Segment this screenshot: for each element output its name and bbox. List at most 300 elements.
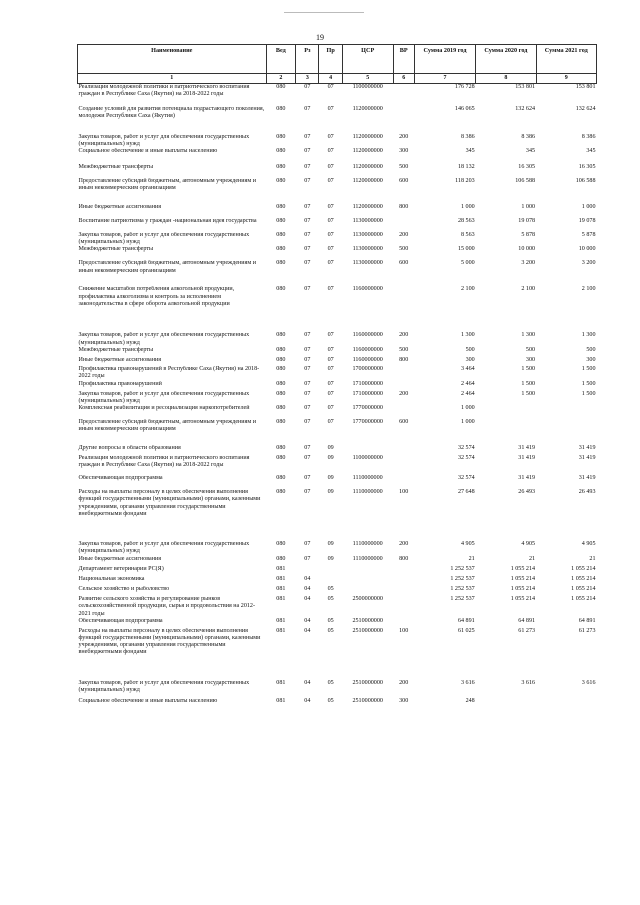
- row-pr: 09: [327, 455, 334, 462]
- row-sum-2021: 1 055 214: [571, 586, 596, 593]
- row-sum-2019: 32 574: [457, 475, 475, 482]
- row-sum-2020: 106 588: [515, 177, 536, 184]
- col-number: 9: [536, 74, 596, 84]
- row-rz: 07: [304, 105, 311, 112]
- col-header-pr: Пр: [319, 45, 342, 74]
- col-header-sum-2019: Сумма 2019 год: [414, 45, 475, 74]
- row-vr: 100: [399, 489, 409, 496]
- row-pr: 07: [327, 231, 334, 238]
- row-vr: [393, 445, 414, 455]
- row-rz: 07: [304, 445, 311, 452]
- table-row: [78, 455, 597, 475]
- row-csr: 1100000000: [352, 84, 383, 90]
- row-vr: 200: [399, 332, 409, 339]
- row-name: Воспитание патриотизма у граждан -национальная идея государства: [78, 217, 257, 224]
- row-name: Закупка товаров, работ и услуг для обеспечения государственных (муниципальных) нужд: [78, 541, 250, 555]
- row-rz: 07: [304, 556, 311, 563]
- row-sum-2019: 1 252 537: [450, 596, 475, 603]
- row-sum-2020: 153 801: [515, 84, 536, 90]
- row-vr: 600: [399, 419, 409, 426]
- row-pr: 07: [327, 356, 334, 363]
- table-row: [78, 204, 597, 218]
- row-sum-2019: 64 891: [457, 617, 475, 624]
- row-name: Обеспечивающая подпрограмма: [78, 617, 163, 624]
- row-sum-2021: 16 305: [578, 163, 596, 170]
- row-ved: 081: [276, 617, 286, 624]
- row-ved: 080: [276, 380, 286, 387]
- row-sum-2020: 10 000: [518, 246, 536, 253]
- row-pr: 05: [327, 697, 334, 704]
- table-row: [78, 134, 597, 148]
- row-pr: [319, 566, 342, 576]
- row-sum-2021: 61 273: [578, 627, 596, 634]
- row-name: Закупка товаров, работ и услуг для обеспечения государственных (муниципальных) нужд: [78, 390, 250, 404]
- row-sum-2020: 31 419: [518, 445, 536, 452]
- col-number: 6: [393, 74, 414, 84]
- row-sum-2019: 21: [468, 556, 475, 563]
- row-name: Предоставление субсидий бюджетным, автономным учреждениям и иным некоммерческим организациям: [78, 419, 257, 433]
- row-ved: 080: [276, 177, 286, 184]
- row-sum-2019: 3 464: [460, 365, 475, 372]
- row-name: Развитие сельского хозяйства и регулирование рынков сельскохозяйственной продукции, сырья и продовольствия на 2012-2021 годы: [78, 596, 255, 617]
- row-csr: 1710000000: [352, 390, 383, 397]
- row-csr: 1130000000: [352, 260, 383, 267]
- row-sum-2020: 1 055 214: [510, 596, 536, 603]
- row-sum-2020: 3 616: [521, 679, 536, 686]
- row-ved: 080: [276, 390, 286, 397]
- row-sum-2021: 500: [586, 346, 596, 353]
- row-ved: 080: [276, 260, 286, 267]
- row-csr: 1110000000: [352, 556, 383, 563]
- row-sum-2021: 1 500: [581, 365, 596, 372]
- table-row: [78, 84, 597, 106]
- row-sum-2021: 10 000: [578, 246, 596, 253]
- row-pr: 07: [327, 346, 334, 353]
- row-sum-2020: [476, 698, 536, 710]
- row-name: Социальное обеспечение и иные выплаты населению: [78, 697, 218, 704]
- col-header-ved: Вед: [266, 45, 296, 74]
- col-header-rz: Рз: [296, 45, 319, 74]
- row-csr: 1120000000: [352, 177, 383, 184]
- row-sum-2021: 153 801: [575, 84, 596, 90]
- column-number-row: [78, 74, 597, 84]
- row-rz: 04: [304, 576, 311, 583]
- row-sum-2020: 31 419: [518, 475, 536, 482]
- row-csr: 1130000000: [352, 246, 383, 253]
- row-name: Закупка товаров, работ и услуг для обеспечения государственных (муниципальных) нужд: [78, 679, 250, 693]
- row-vr: [393, 366, 414, 381]
- table-row: [78, 445, 597, 455]
- row-sum-2021: 8 386: [581, 133, 596, 140]
- row-rz: 07: [304, 541, 311, 548]
- row-sum-2019: 1 300: [460, 332, 475, 339]
- row-sum-2021: [536, 698, 596, 710]
- table-row: [78, 286, 597, 332]
- row-pr: 07: [327, 163, 334, 170]
- row-pr: 07: [327, 217, 334, 224]
- row-sum-2021: 5 878: [581, 231, 596, 238]
- table-body: [78, 84, 597, 710]
- row-sum-2020: 300: [525, 356, 536, 363]
- row-sum-2021: 3 200: [581, 260, 596, 267]
- row-pr: 07: [327, 147, 334, 154]
- row-sum-2020: 345: [525, 147, 536, 154]
- row-sum-2020: 61 273: [518, 627, 536, 634]
- row-vr: [393, 84, 414, 106]
- row-name: Закупка товаров, работ и услуг для обеспечения государственных (муниципальных) нужд: [78, 133, 250, 147]
- table-row: [78, 106, 597, 134]
- row-vr: 500: [399, 163, 409, 170]
- row-pr: 07: [327, 286, 334, 293]
- scan-artifact-line: [284, 12, 364, 13]
- row-sum-2020: 64 891: [518, 617, 536, 624]
- row-sum-2019: 2 464: [460, 390, 475, 397]
- table-row: [78, 541, 597, 556]
- row-pr: 07: [327, 246, 334, 253]
- row-sum-2020: 31 419: [518, 455, 536, 462]
- row-csr: 2510000000: [352, 627, 383, 634]
- row-sum-2019: 500: [465, 346, 475, 353]
- row-sum-2021: 106 588: [575, 177, 596, 184]
- row-rz: 04: [304, 627, 311, 634]
- row-pr: 07: [327, 84, 334, 90]
- row-sum-2020: 1 300: [521, 332, 536, 339]
- row-vr: 800: [399, 556, 409, 563]
- row-csr: 1110000000: [352, 541, 383, 548]
- row-sum-2021: 1 055 214: [571, 596, 596, 603]
- row-ved: 080: [276, 231, 286, 238]
- row-sum-2021: 1 300: [581, 332, 596, 339]
- table-row: [78, 381, 597, 391]
- row-sum-2021: 31 419: [578, 445, 596, 452]
- row-name: Реализация молодежной политики и патриотического воспитания граждан в Республике Саха (Якутия) на 2018-2022 годы: [78, 84, 250, 98]
- row-sum-2019: 2 464: [460, 380, 475, 387]
- col-number: 4: [319, 74, 342, 84]
- row-vr: 200: [399, 231, 409, 238]
- row-sum-2019: 8 563: [460, 231, 475, 238]
- row-sum-2019: 146 065: [454, 105, 475, 112]
- row-rz: 07: [304, 455, 311, 462]
- row-ved: 080: [276, 84, 286, 90]
- row-ved: 080: [276, 147, 286, 154]
- table-row: [78, 618, 597, 628]
- row-ved: 081: [276, 627, 286, 634]
- row-rz: 07: [304, 133, 311, 140]
- row-ved: 081: [276, 586, 286, 593]
- row-sum-2019: 1 000: [460, 405, 475, 412]
- row-pr: 05: [327, 679, 334, 686]
- row-rz: 04: [304, 596, 311, 603]
- row-csr: 1120000000: [352, 163, 383, 170]
- col-header-sum-2021: Сумма 2021 год: [536, 45, 596, 74]
- row-sum-2020: 5 878: [521, 231, 536, 238]
- row-vr: [393, 475, 414, 489]
- row-sum-2021: 3 616: [581, 679, 596, 686]
- col-number: 1: [78, 74, 267, 84]
- row-sum-2020: 19 078: [518, 217, 536, 224]
- row-vr: 500: [399, 246, 409, 253]
- table-row: [78, 332, 597, 346]
- row-sum-2020: 1 055 214: [510, 576, 536, 583]
- row-pr: 09: [327, 489, 334, 496]
- table-row: [78, 246, 597, 260]
- row-csr: 2500000000: [352, 596, 383, 603]
- col-header-csr: ЦСР: [342, 45, 393, 74]
- row-rz: 07: [304, 390, 311, 397]
- row-name: Сельское хозяйство и рыболовство: [78, 586, 170, 593]
- col-number: 3: [296, 74, 319, 84]
- row-name: Снижение масштабов потребления алкогольной продукции, профилактика алкоголизма и контроль за исполнением законодательства в сфере оборота алкогольной продукции: [78, 286, 235, 307]
- table-row: [78, 405, 597, 419]
- row-csr: 1120000000: [352, 105, 383, 112]
- row-csr: 1120000000: [352, 203, 383, 210]
- row-sum-2019: 300: [465, 356, 475, 363]
- row-name: Межбюджетные трансферты: [78, 163, 154, 170]
- row-name: Другие вопросы в области образования: [78, 445, 181, 452]
- row-ved: 080: [276, 163, 286, 170]
- row-vr: 600: [399, 260, 409, 267]
- row-rz: 07: [304, 147, 311, 154]
- col-header-sum-2020: Сумма 2020 год: [476, 45, 536, 74]
- row-csr: 1120000000: [352, 133, 383, 140]
- table-row: [78, 419, 597, 445]
- row-sum-2019: 28 563: [457, 217, 475, 224]
- row-csr: 1120000000: [352, 147, 383, 154]
- table-row: [78, 347, 597, 357]
- row-name: Профилактика правонарушений в Республике Саха (Якутия) на 2018-2022 годы: [78, 365, 260, 379]
- table-row: [78, 218, 597, 232]
- row-rz: 07: [304, 380, 311, 387]
- row-vr: [393, 455, 414, 475]
- row-rz: 07: [304, 84, 311, 90]
- row-name: Профилактика правонарушений: [78, 380, 162, 387]
- row-csr: 1100000000: [352, 455, 383, 462]
- row-vr: 800: [399, 356, 409, 363]
- row-sum-2020: 21: [528, 556, 536, 563]
- row-ved: 081: [276, 697, 286, 704]
- row-sum-2020: 1 055 214: [510, 566, 536, 573]
- row-csr: 1110000000: [352, 489, 383, 496]
- row-vr: 200: [399, 679, 409, 686]
- row-sum-2020: [476, 405, 536, 419]
- row-sum-2019: 15 000: [457, 246, 475, 253]
- row-name: Иные бюджетные ассигнования: [78, 356, 162, 363]
- header-row: [78, 45, 597, 74]
- table-row: [78, 586, 597, 596]
- col-header-name: Наименование: [78, 45, 267, 74]
- row-vr: [393, 405, 414, 419]
- row-sum-2019: 1 252 537: [450, 576, 475, 583]
- row-pr: 07: [327, 380, 334, 387]
- row-csr: 2510000000: [352, 617, 383, 624]
- row-vr: 500: [399, 346, 409, 353]
- row-sum-2020: 3 200: [521, 260, 536, 267]
- page-number: 19: [316, 33, 324, 42]
- row-sum-2021: 4 905: [581, 541, 596, 548]
- row-sum-2019: 32 574: [457, 455, 475, 462]
- row-rz: [296, 566, 319, 576]
- row-sum-2019: 345: [465, 147, 475, 154]
- row-rz: 07: [304, 231, 311, 238]
- row-sum-2021: 2 100: [581, 286, 596, 293]
- table-row: [78, 164, 597, 178]
- row-vr: 300: [399, 147, 409, 154]
- row-name: Межбюджетные трансферты: [78, 246, 154, 253]
- row-sum-2019: 5 000: [460, 260, 475, 267]
- row-sum-2021: [536, 419, 596, 445]
- row-vr: 300: [399, 697, 409, 704]
- row-sum-2019: 3 616: [460, 679, 475, 686]
- row-csr: 1160000000: [352, 286, 383, 293]
- row-vr: 200: [399, 133, 409, 140]
- row-ved: 080: [276, 489, 286, 496]
- row-name: Межбюджетные трансферты: [78, 346, 154, 353]
- row-sum-2020: 26 493: [518, 489, 536, 496]
- row-csr: 1110000000: [352, 475, 383, 482]
- row-sum-2021: 1 055 214: [571, 566, 596, 573]
- row-sum-2019: 8 386: [460, 133, 475, 140]
- col-number: 7: [414, 74, 475, 84]
- row-sum-2019: 1 252 537: [450, 566, 475, 573]
- row-name: Расходы на выплаты персоналу в целях обеспечения выполнения функций государственными (муниципальными) органами, казенными учреждениями, органами управления государственными внебюджетными фондами: [78, 489, 261, 517]
- row-vr: [393, 586, 414, 596]
- row-rz: 07: [304, 163, 311, 170]
- row-vr: [393, 218, 414, 232]
- row-name: Департамент ветеринарии РС(Я): [78, 566, 164, 573]
- row-ved: 080: [276, 365, 286, 372]
- row-name: Реализация молодежной политики и патриотического воспитания граждан в Республике Саха (Якутия) на 2018-2022 годы: [78, 455, 250, 469]
- table-row: [78, 576, 597, 586]
- row-ved: 080: [276, 346, 286, 353]
- row-sum-2021: 1 055 214: [571, 576, 596, 583]
- row-sum-2020: [476, 419, 536, 445]
- row-sum-2019: 118 203: [455, 177, 475, 184]
- row-ved: 081: [276, 576, 286, 583]
- row-rz: 07: [304, 365, 311, 372]
- table-row: [78, 628, 597, 680]
- row-rz: 07: [304, 217, 311, 224]
- row-vr: [393, 286, 414, 332]
- row-sum-2021: 64 891: [578, 617, 596, 624]
- row-ved: 080: [276, 445, 286, 452]
- row-sum-2021: 26 493: [578, 489, 596, 496]
- row-sum-2019: 61 025: [457, 627, 475, 634]
- row-pr: 09: [327, 475, 334, 482]
- row-sum-2019: 248: [465, 697, 475, 704]
- row-sum-2020: 1 055 214: [510, 586, 536, 593]
- row-ved: 081: [276, 679, 286, 686]
- table-row: [78, 680, 597, 698]
- row-vr: 200: [399, 390, 409, 397]
- row-pr: 07: [327, 390, 334, 397]
- table-row: [78, 178, 597, 204]
- row-csr: 1130000000: [352, 231, 383, 238]
- row-sum-2020: 1 500: [521, 390, 536, 397]
- row-rz: 07: [304, 286, 311, 293]
- row-sum-2021: 31 419: [578, 455, 596, 462]
- row-sum-2021: 19 078: [578, 217, 596, 224]
- row-pr: 09: [327, 556, 334, 563]
- row-name: Обеспечивающая подпрограмма: [78, 475, 163, 482]
- budget-table: [77, 44, 597, 710]
- row-sum-2020: 1 500: [521, 365, 536, 372]
- row-rz: 04: [304, 697, 311, 704]
- row-pr: 05: [327, 627, 334, 634]
- row-sum-2020: 500: [525, 346, 536, 353]
- row-ved: 080: [276, 356, 286, 363]
- row-sum-2021: 1 500: [581, 390, 596, 397]
- row-csr: 1160000000: [352, 346, 383, 353]
- row-sum-2021: 132 624: [575, 105, 596, 112]
- row-vr: [393, 576, 414, 586]
- row-ved: 080: [276, 541, 286, 548]
- row-rz: 04: [304, 617, 311, 624]
- row-name: Предоставление субсидий бюджетным, автономным учреждениям и иным некоммерческим организациям: [78, 260, 257, 274]
- row-pr: 07: [327, 419, 334, 426]
- table-row: [78, 596, 597, 618]
- row-rz: 07: [304, 203, 311, 210]
- row-csr: [342, 576, 393, 586]
- row-csr: [342, 445, 393, 455]
- row-pr: 05: [327, 596, 334, 603]
- row-name: Закупка товаров, работ и услуг для обеспечения государственных (муниципальных) нужд: [78, 231, 250, 246]
- table-row: [78, 566, 597, 576]
- row-vr: 800: [399, 203, 409, 210]
- row-vr: [393, 596, 414, 618]
- row-csr: 2510000000: [352, 679, 383, 686]
- row-rz: 07: [304, 260, 311, 267]
- row-sum-2020: 1 500: [521, 380, 536, 387]
- row-ved: 080: [276, 246, 286, 253]
- col-number: 2: [266, 74, 296, 84]
- row-sum-2021: 1 000: [581, 203, 596, 210]
- row-vr: 600: [399, 177, 409, 184]
- row-sum-2020: 132 624: [515, 105, 536, 112]
- row-sum-2021: 345: [586, 147, 596, 154]
- table-row: [78, 260, 597, 286]
- row-csr: 1710000000: [352, 380, 383, 387]
- row-name: Расходы на выплаты персоналу в целях обеспечения выполнения функций государственными (муниципальными) органами, казенными учреждениями, органами управления государственными внебюджетными фондами: [78, 627, 261, 656]
- row-csr: 1160000000: [352, 356, 383, 363]
- row-sum-2019: 4 905: [460, 541, 475, 548]
- row-vr: [393, 566, 414, 576]
- row-rz: 07: [304, 346, 311, 353]
- row-rz: 07: [304, 419, 311, 426]
- row-ved: 080: [276, 332, 286, 339]
- row-csr: 2510000000: [352, 697, 383, 704]
- row-ved: 080: [276, 556, 286, 563]
- row-sum-2019: 18 132: [457, 163, 475, 170]
- row-rz: 07: [304, 356, 311, 363]
- row-sum-2021: 300: [586, 356, 596, 363]
- row-ved: 080: [276, 419, 286, 426]
- row-pr: 07: [327, 405, 334, 412]
- row-name: Комплексная реабилитация и ресоциализация наркопотребителей: [78, 405, 250, 412]
- row-pr: 07: [327, 105, 334, 112]
- row-sum-2020: 8 386: [521, 133, 536, 140]
- row-pr: 05: [327, 586, 334, 593]
- row-sum-2020: 16 305: [518, 163, 536, 170]
- row-csr: [342, 586, 393, 596]
- row-pr: 07: [327, 133, 334, 140]
- row-rz: 07: [304, 177, 311, 184]
- row-csr: 1770000000: [352, 405, 383, 412]
- row-sum-2019: 176 728: [454, 84, 475, 90]
- row-ved: 080: [276, 286, 286, 293]
- row-sum-2021: 31 419: [578, 475, 596, 482]
- row-name: Закупка товаров, работ и услуг для обеспечения государственных (муниципальных) нужд: [78, 332, 250, 346]
- row-sum-2021: [536, 405, 596, 419]
